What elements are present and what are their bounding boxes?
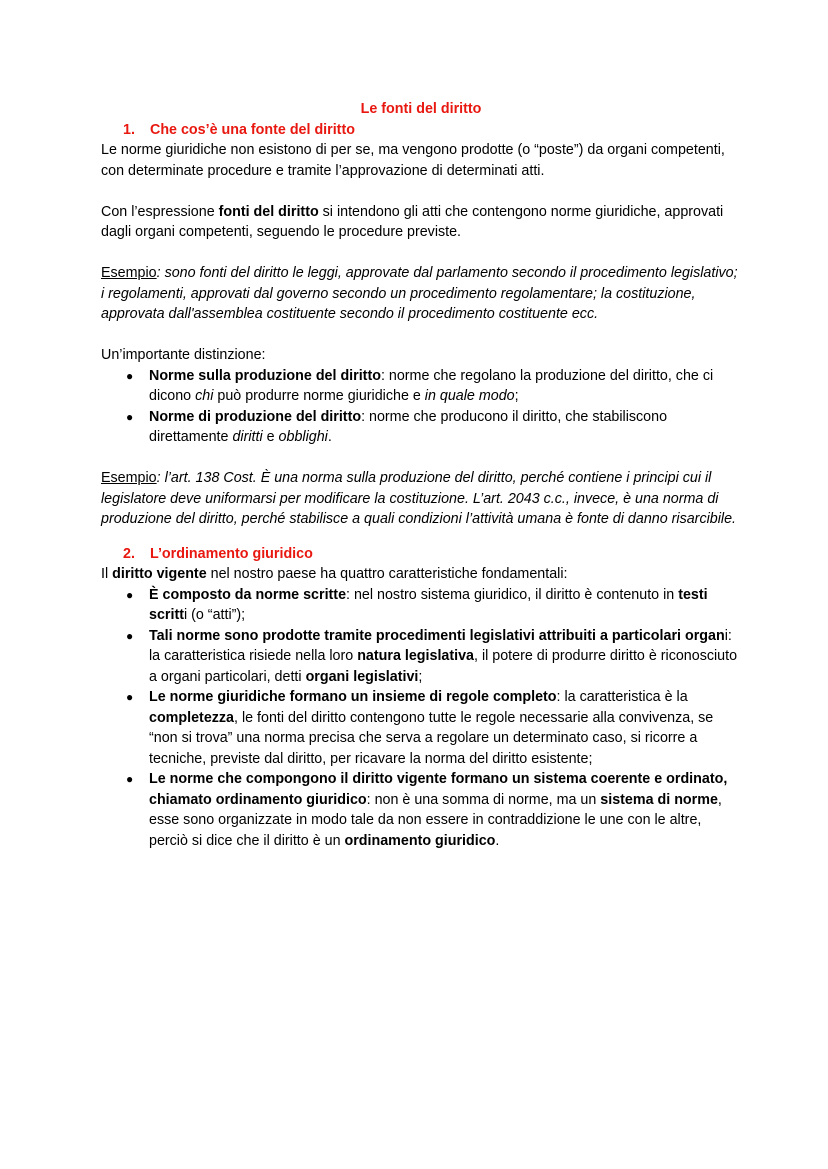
section-2-title: L’ordinamento giuridico xyxy=(150,545,313,562)
bullet-icon: ● xyxy=(126,772,134,786)
list-item: ● Le norme che compongono il diritto vigente formano un sistema coerente e ordinato, chiamato ordinamento giuridico: non è una somma di norme, ma un sistema di norme, esse sono organizzate in modo tale da non essere in contraddizione le une con le altre, perciò si dice che il diritto è un ordinamento giuridico. xyxy=(126,771,728,849)
list-item: ● Tali norme sono prodotte tramite procedimenti legislativi attribuiti a particolari organi: la caratteristica risiede nella loro natura legislativa, il potere di produrre diritto è riconosciuto a organi particolari, detti organi legislativi; xyxy=(126,627,738,685)
example-2-text: : l’art. 138 Cost. È una norma sulla produzione del diritto, perché contiene i principi cui il legislatore deve uniformarsi per modificare la costituzione. L’art. 2043 c.c., invece, è una norma di produzione del diritto, perché stabilisce a quali condizioni l’attività umana è fonte di danno risarcibile. xyxy=(101,470,736,527)
section-1-number: 1. xyxy=(123,121,135,138)
bullet-icon: ● xyxy=(126,690,134,704)
characteristics-list xyxy=(101,585,741,852)
section-1-heading xyxy=(101,120,741,141)
section-2-number: 2. xyxy=(123,545,135,562)
term-diritto-vigente: diritto vigente xyxy=(112,566,207,582)
example-1 xyxy=(101,263,741,325)
distinction-intro: Un’importante distinzione: xyxy=(101,347,266,363)
example-1-text: : sono fonti del diritto le leggi, approvate dal parlamento secondo il procedimento legislativo; i regolamenti, approvati dal governo secondo un procedimento regolamentare; la costituzione, approvata dall'assemblea costituente secondo il procedimento costituente ecc. xyxy=(101,265,738,322)
document-title: Le fonti del diritto xyxy=(360,101,482,117)
term-fonti-del-diritto: fonti del diritto xyxy=(218,203,319,220)
document-content xyxy=(101,99,741,851)
list-item: ● Le norme giuridiche formano un insieme di regole completo: la caratteristica è la completezza, le fonti del diritto contengono tutte le regole necessarie alla convivenza, se “non si trova” una norma precisa che serva a regolare un determinato caso, si ricorre a tecniche, previste dal diritto, per ricavare la norma del diritto esistente; xyxy=(126,689,714,767)
distinction-list xyxy=(101,366,741,448)
list-item: ● Norme sulla produzione del diritto: norme che regolano la produzione del diritto, che ci dicono chi può produrre norme giuridiche e in quale modo; xyxy=(126,367,714,404)
section-2-intro: Il diritto vigente nel nostro paese ha quattro caratteristiche fondamentali: xyxy=(101,566,568,582)
example-2-label: Esempio xyxy=(101,470,157,486)
bullet-icon: ● xyxy=(126,409,134,424)
bullet-icon: ● xyxy=(126,368,134,383)
section-1-paragraph-2: Con l’espressione fonti del diritto si intendono gli atti che contengono norme giuridiche, approvati dagli organi competenti, seguendo le procedure previste. xyxy=(101,203,724,240)
example-2 xyxy=(101,468,741,530)
section-2-heading xyxy=(101,544,741,565)
bullet-icon: ● xyxy=(126,628,134,643)
section-1-title: Che cos’è una fonte del diritto xyxy=(150,121,355,138)
section-1-paragraph-1: Le norme giuridiche non esistono di per se, ma vengono prodotte (o “poste”) da organi competenti, con determinate procedure e tramite l’approvazione di determinati atti. xyxy=(101,142,725,179)
bullet-icon: ● xyxy=(126,587,134,602)
example-1-label: Esempio xyxy=(101,265,157,281)
list-item: ● È composto da norme scritte: nel nostro sistema giuridico, il diritto è contenuto in testi scritti (o “atti”); xyxy=(126,586,708,623)
list-item: ● Norme di produzione del diritto: norme che producono il diritto, che stabiliscono direttamente diritti e obblighi. xyxy=(126,408,668,445)
